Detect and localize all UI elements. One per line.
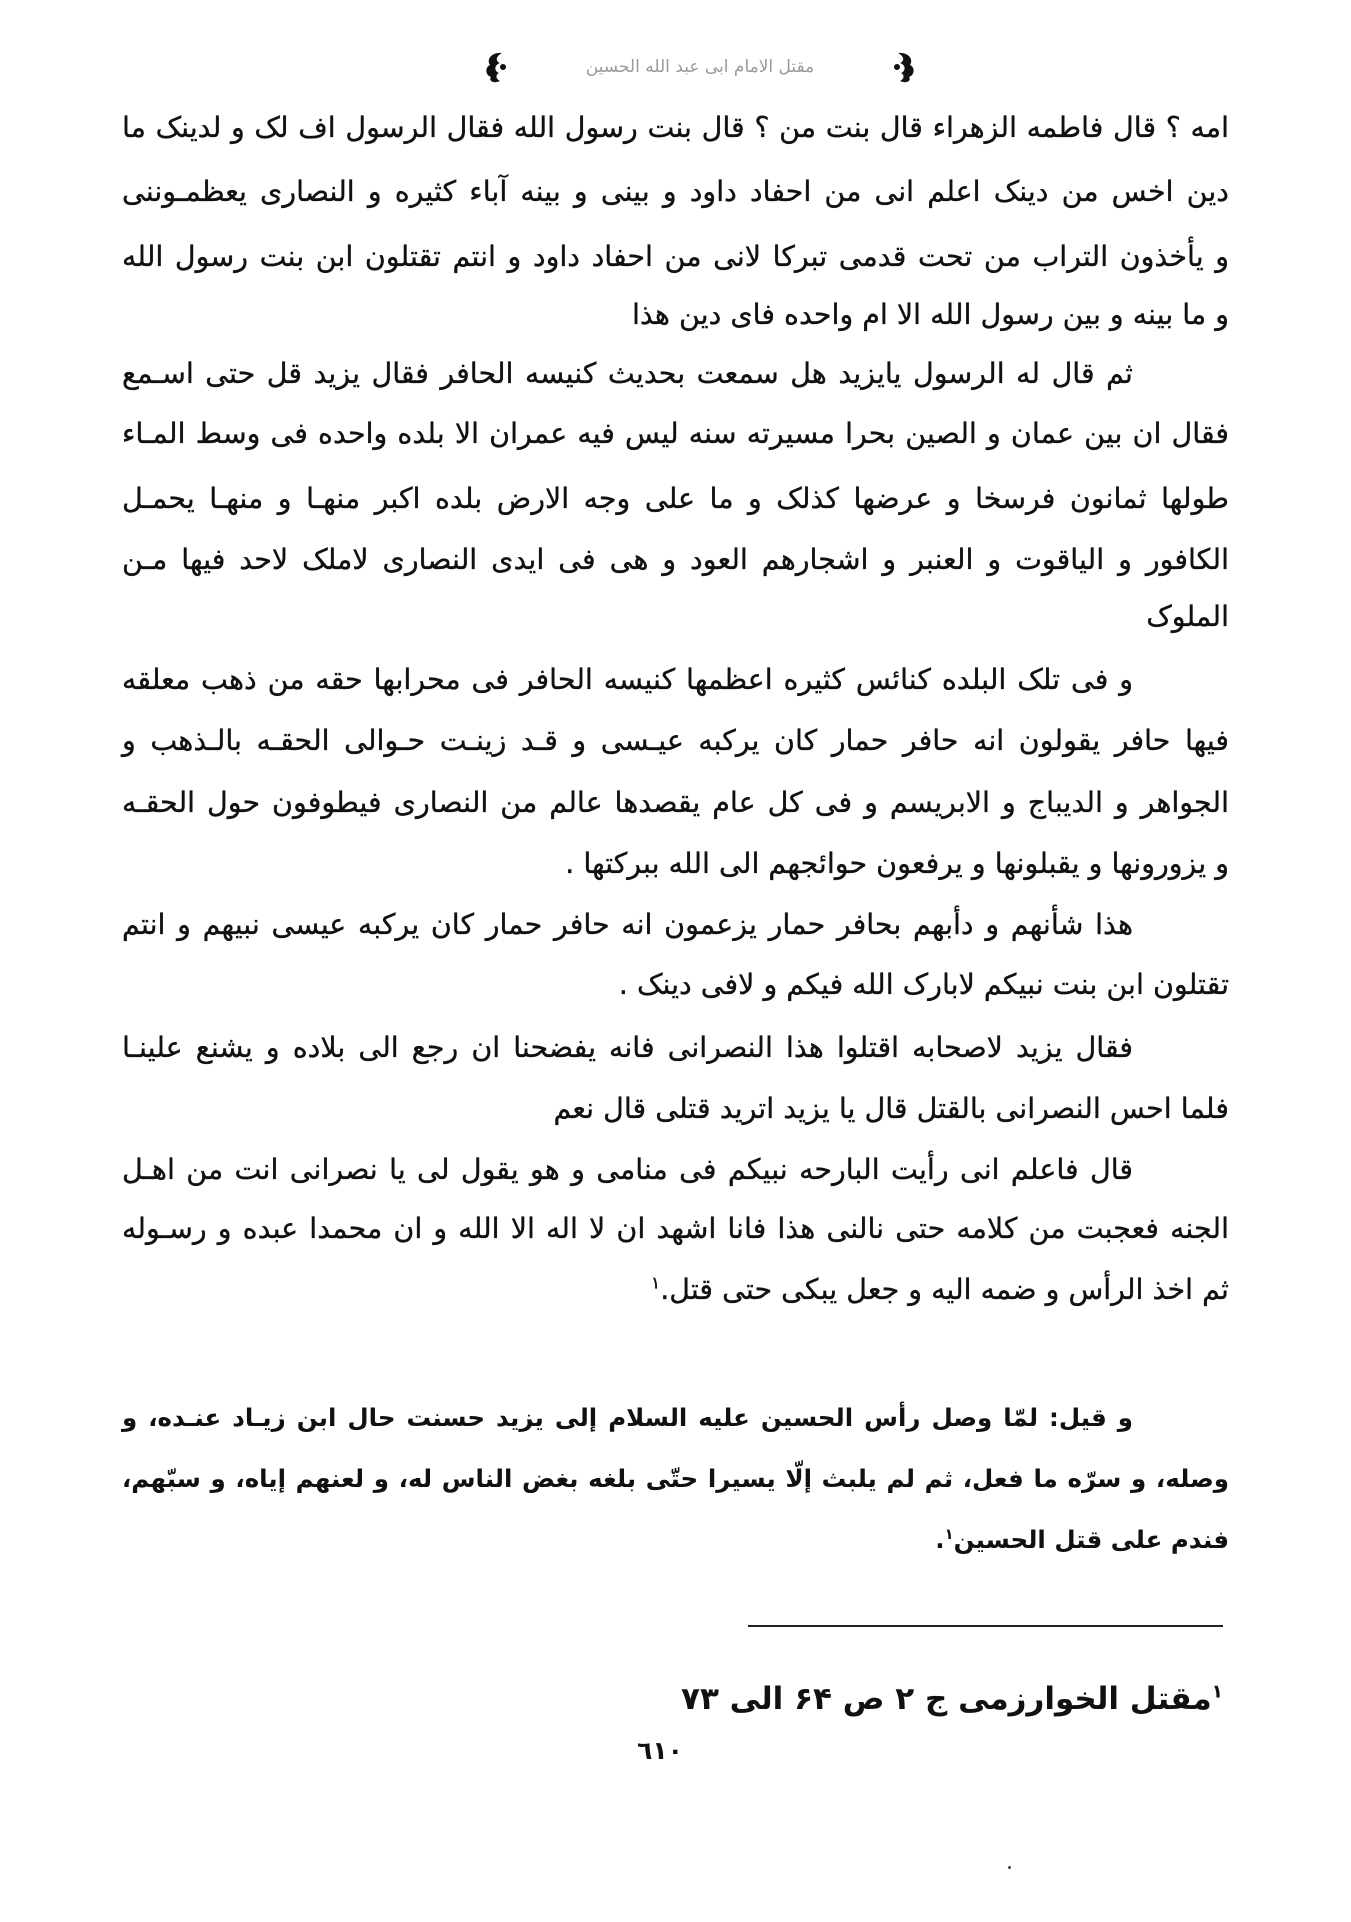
footnote-separator — [748, 1625, 1223, 1627]
paragraph-5-line: فلما احس النصرانى بالقتل قال يا يزيد اتريد قتلى قال نعم — [553, 1092, 1229, 1125]
paragraph-6-line: قال فاعلم انى رأيت البارحه نبيکم فى منامى و هو يقول لى يا نصرانى انت من اهـل — [122, 1153, 1133, 1186]
paragraph-1-line: و ما بينه و بين رسول الله الا ام واحده فاى دين هذا — [632, 298, 1229, 331]
paragraph-5-line: فقال يزيد لاصحابه اقتلوا هذا النصرانى فانه يفضحنا ان رجع الى بلاده و يشنع علينـا — [122, 1031, 1133, 1064]
paragraph-4-line: هذا شأنهم و دأبهم بحافر حمار يزعمون انه حافر حمار کان يرکبه عيسى نبيهم و انتم — [122, 908, 1133, 941]
running-header: مقتل الامام ابى عبد الله الحسين — [585, 57, 815, 77]
paragraph-6-line: الجنه فعجبت من کلامه حتى نالنى هذا فانا اشهد ان لا اله الا الله و ان محمدا عبده و رسـوله — [122, 1212, 1229, 1245]
paragraph-2-line: الملوک — [1146, 600, 1229, 633]
paragraph-2-line: فقال ان بين عمان و الصين بحرا مسيرته سنه ليس فيه عمران الا بلده واحده فى وسط المـاء — [122, 417, 1229, 450]
paragraph-3-line: و فى تلک البلده کنائس کثيره اعظمها کنيسه الحافر فى محرابها حقه من ذهب معلقه — [122, 663, 1133, 696]
paragraph-1-line: امه ؟ قال فاطمه الزهراء قال بنت من ؟ قال بنت رسول الله فقال الرسول اف لک و لدينک ما — [122, 111, 1229, 144]
scan-speck — [1008, 1866, 1011, 1869]
paragraph-3-line: فيها حافر يقولون انه حافر حمار کان يرکبه عيـسى و قـد زينـت حـوالى الحقـه بالـذهب و — [122, 724, 1229, 757]
footnote-reference: ١ — [944, 1525, 954, 1543]
paragraph-6-line: ثم اخذ الرأس و ضمه اليه و جعل يبکى حتى قتل.$^١$ — [651, 1273, 1229, 1306]
paragraph-2-line: طولها ثمانون فرسخا و عرضها کذلک و ما على وجه الارض بلده اکبر منهـا و منهـا يحمـل — [122, 482, 1229, 515]
paragraph-1-line: دين اخس من دينک اعلم انى من احفاد داود و بينى و بينه آباء کثيره و النصارى يعظمـوننى — [122, 175, 1229, 208]
footnote-text: مقتل الخوارزمى ج ٢ ص ۶۴ الى ٧٣ — [681, 1681, 1212, 1717]
footnote — [681, 1675, 1223, 1723]
paragraph-4-line: تقتلون ابن بنت نبيکم لابارک الله فيکم و لافى دينک . — [618, 968, 1229, 1001]
ornament-icon — [482, 50, 508, 84]
narration-line: فندم على قتل الحسين$^١$. — [935, 1525, 1229, 1554]
page-number: ٦١٠ — [637, 1736, 683, 1765]
paragraph-1-line: و يأخذون التراب من تحت قدمى تبرکا لانى من احفاد داود و انتم تقتلون ابن بنت رسول الله — [122, 240, 1229, 273]
paragraph-2-line: ثم قال له الرسول يايزيد هل سمعت بحديث کنيسه الحافر فقال يزيد قل حتى اسـمع — [122, 357, 1133, 390]
paragraph-3-line: الجواهر و الديباج و الابريسم و فى کل عام يقصدها عالم من النصارى فيطوفون حول الحقـه — [122, 786, 1229, 819]
paragraph-2-line: الکافور و الياقوت و العنبر و اشجارهم العود و هى فى ايدى النصارى لاملک لاحد فيها مـن — [122, 543, 1229, 576]
footnote-reference: ١ — [651, 1273, 661, 1294]
narration-line: وصله، و سرّه ما فعل، ثم لم يلبث إلّا يسيرا حتّى بلغه بغض الناس له، و لعنهم إياه، و سبّهم، — [122, 1464, 1229, 1493]
footnote-marker: ١ — [1211, 1681, 1223, 1703]
paragraph-3-line: و يزورونها و يقبلونها و يرفعون حوائجهم الى الله ببرکتها . — [565, 847, 1229, 880]
narration-line: و قيل: لمّا وصل رأس الحسين عليه السلام إلى يزيد حسنت حال ابن زيـاد عنـده، و — [122, 1403, 1133, 1432]
ornament-icon — [892, 50, 918, 84]
